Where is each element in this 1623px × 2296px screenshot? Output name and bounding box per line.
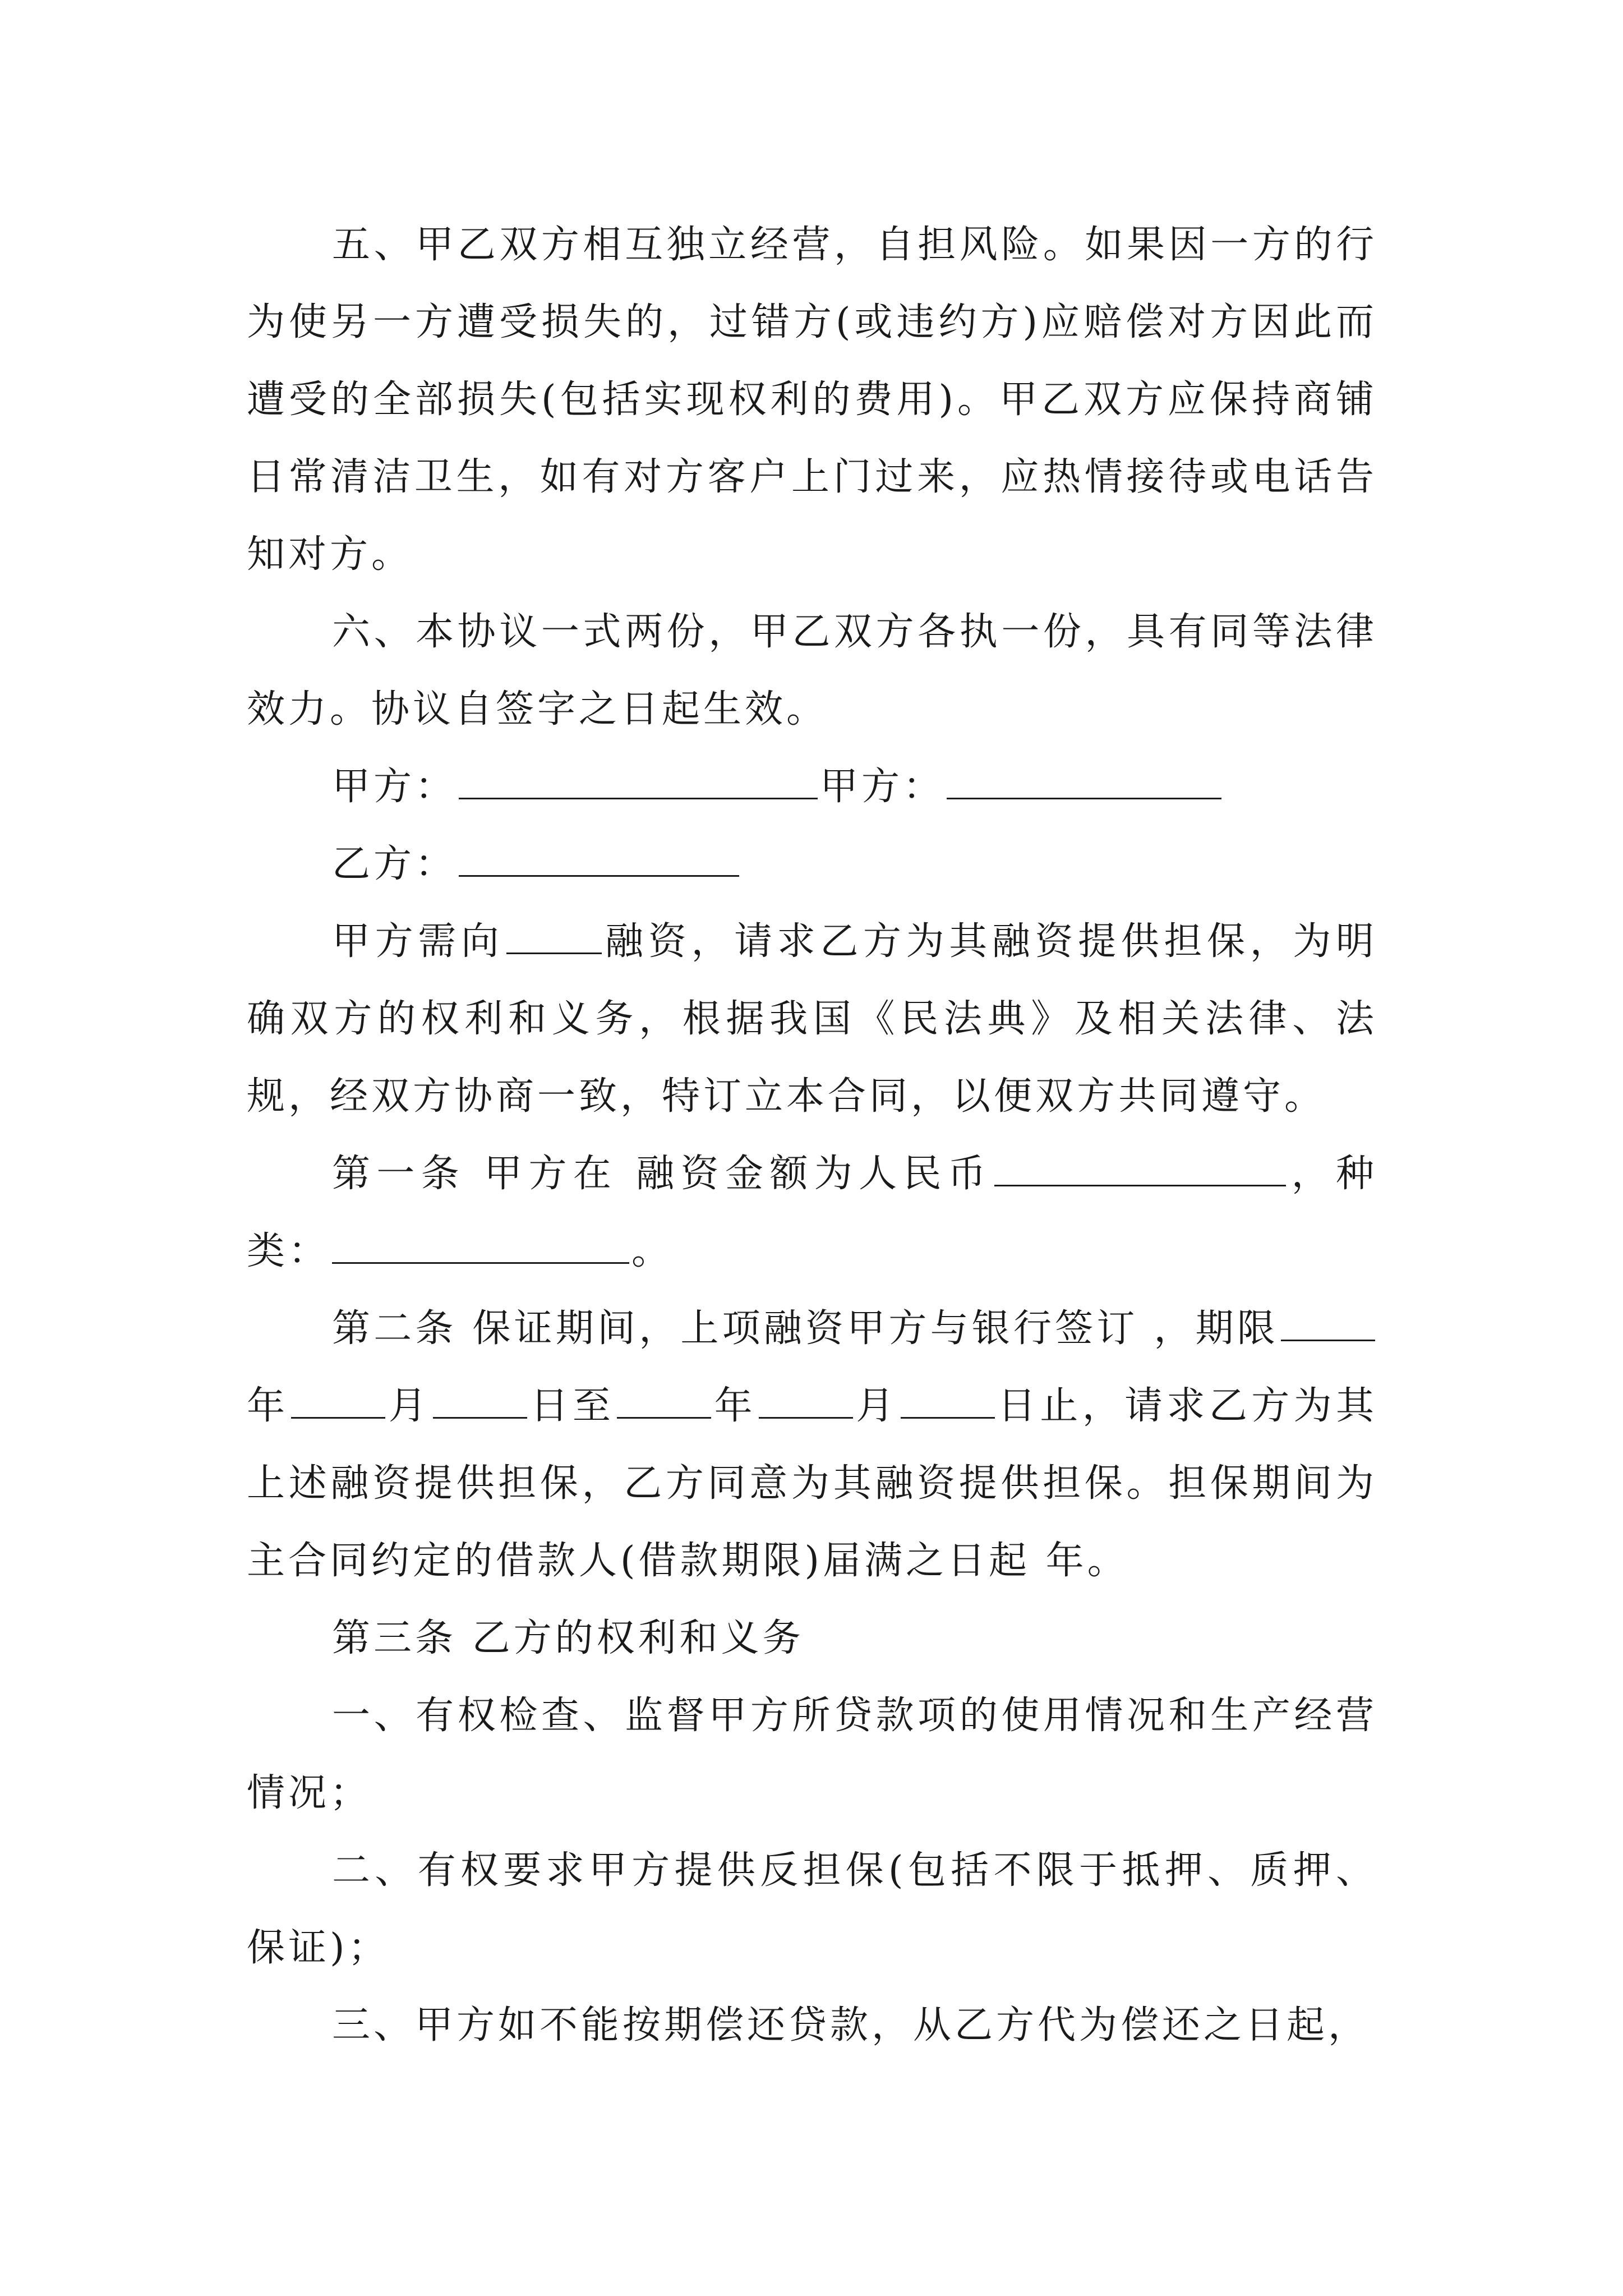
year-label-2: 年 [713, 1384, 757, 1428]
party-a-label-second: 甲方： [820, 765, 945, 809]
end-month-blank [759, 1379, 853, 1419]
document-body [247, 206, 1377, 2064]
article-one-text-2: ，种类： [247, 1152, 1377, 1273]
start-year-blank [1281, 1301, 1375, 1341]
month-label: 月 [388, 1384, 431, 1428]
party-a-label: 甲方： [332, 765, 457, 809]
end-year-blank [617, 1379, 711, 1419]
year-label: 年 [247, 1384, 289, 1428]
party-b-label: 乙方： [332, 842, 457, 886]
lender-blank [506, 914, 602, 954]
article-one [247, 1135, 1377, 1290]
clause-six: 六、本协议一式两份，甲乙双方各执一份，具有同等法律效力。协议自签字之日起生效。 [247, 610, 1377, 731]
start-day-blank [433, 1379, 527, 1419]
day-to-label: 日至 [529, 1384, 615, 1428]
article-two [247, 1290, 1377, 1600]
amount-blank [994, 1147, 1286, 1186]
article-three-item-three: 三、甲方如不能按期偿还贷款，从乙方代为偿还之日起， [332, 2003, 1370, 2047]
article-one-text-3: 。 [631, 1229, 674, 1273]
article-one-text-1: 第一条 甲方在 融资金额为人民币 [332, 1152, 993, 1196]
signature-line-party-b [247, 826, 1377, 903]
signature-line-party-a [247, 748, 1377, 826]
party-a-signature-blank [459, 760, 818, 799]
intro-text-1: 甲方需向 [332, 919, 504, 964]
contract-intro [247, 903, 1377, 1135]
article-three-title: 第三条 乙方的权利和义务 [332, 1616, 804, 1660]
article-three-item-one: 一、有权检查、监督甲方所贷款项的使用情况和生产经营情况； [247, 1694, 1377, 1815]
end-day-blank [901, 1379, 995, 1419]
clause-five: 五、甲乙双方相互独立经营，自担风险。如果因一方的行为使另一方遭受损失的，过错方(或违约方)应赔偿对方因此而遭受的全部损失(包括实现权利的费用)。甲乙双方应保持商铺日常清洁卫生，如有对方客户上门过来，应热情接待或电话告知对方。 [247, 223, 1377, 577]
article-two-text-2: 日止，请求乙方为其上述融资提供担保，乙方同意为其融资提供担保。担保期间为主合同约定的借款人(借款期限)届满之日起 年。 [247, 1384, 1377, 1583]
party-a-second-signature-blank [947, 760, 1221, 799]
article-two-text-1: 第二条 保证期间，上项融资甲方与银行签订 ，期限 [332, 1306, 1279, 1351]
article-three-item-two: 二、有权要求甲方提供反担保(包括不限于抵押、质押、保证)； [247, 1848, 1377, 1970]
start-month-blank [291, 1379, 385, 1419]
month-label-2: 月 [855, 1384, 898, 1428]
party-b-signature-blank [459, 837, 739, 877]
intro-text-2: 融资，请求乙方为其融资提供担保，为明确双方的权利和义务，根据我国《民法典》及相关法律、法规，经双方协商一致，特订立本合同，以便双方共同遵守。 [247, 919, 1377, 1119]
type-blank [332, 1224, 629, 1264]
